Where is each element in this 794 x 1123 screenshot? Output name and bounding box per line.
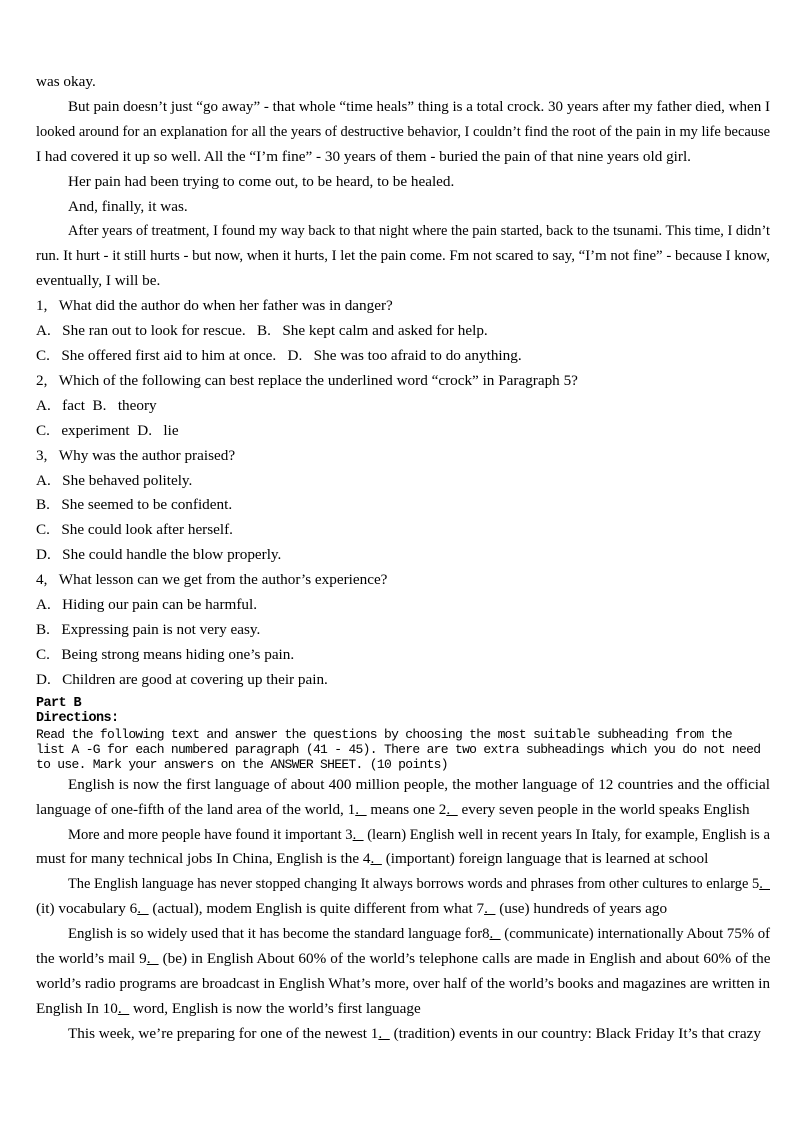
text-line-content: world’s radio programs are broadcast in English What’s more, over half of the world’s books and magazines are written in [36, 974, 770, 992]
text-line-content: And, finally, it was. [68, 197, 188, 215]
text-line [36, 696, 770, 712]
text-line [36, 947, 770, 972]
text-line-content: B. She seemed to be confident. [36, 496, 233, 514]
text-line [36, 742, 770, 757]
text-line-content: But pain doesn’t just “go away” - that whole “time heals” thing is a total crock. 30 years after my father died, when I [68, 97, 770, 115]
text-line-content: C. She offered first aid to him at once. D. She was too afraid to do anything. [36, 346, 522, 364]
text-line [36, 872, 770, 897]
text-line-content: A. She ran out to look for rescue. B. She kept calm and asked for help. [36, 322, 488, 340]
fill-in-blank: . [489, 925, 501, 943]
text-line [36, 269, 770, 294]
text-line [36, 344, 770, 369]
text-line [36, 711, 770, 727]
text-line-content: D. She could handle the blow properly. [36, 546, 282, 564]
text-line-content: This week, we’re preparing for one of the newest 1. (tradition) events in our country: Black Friday It’s that crazy [68, 1024, 761, 1042]
text-line [36, 823, 770, 848]
fill-in-blank: . [117, 999, 130, 1017]
text-line [36, 543, 770, 568]
text-line-content: After years of treatment, I found my way back to that night where the pain started, back to the tsunami. This time, I didn’t [68, 222, 770, 240]
text-line [36, 643, 770, 668]
text-line-content: The English language has never stopped changing It always borrows words and phrases from other cultures to enlarge 5. [68, 875, 770, 893]
text-line [36, 493, 770, 518]
text-line-content: C. Being strong means hiding one’s pain. [36, 645, 295, 663]
text-line-content: the world’s mail 9. (be) in English About 60% of the world’s telephone calls are made in English and about 60% of the [36, 950, 771, 968]
text-line [36, 922, 770, 947]
text-line-content: I had covered it up so well. All the “I’m fine” - 30 years of them - buried the pain of that nine years old girl. [36, 147, 691, 165]
text-line-content: B. Expressing pain is not very easy. [36, 620, 261, 638]
text-line-content: language of one-fifth of the land area of the world, 1. means one 2. every seven people in the world speaks English [36, 800, 750, 818]
fill-in-blank: . [352, 825, 364, 843]
text-line-content: must for many technical jobs In China, English is the 4. (important) foreign language that is learned at school [36, 850, 709, 868]
text-line-content: 3, Why was the author praised? [36, 446, 236, 464]
text-line-content: English In 10. word, English is now the world’s first language [36, 999, 421, 1017]
text-line-content: 2, Which of the following can best replace the underlined word “crock” in Paragraph 5? [36, 371, 578, 389]
text-line [36, 70, 770, 95]
text-line [36, 120, 770, 145]
text-line-content: Directions: [36, 711, 119, 727]
text-line [36, 369, 770, 394]
text-line [36, 419, 770, 444]
text-line-content: list A -G for each numbered paragraph (41 - 45). There are two extra subheadings which you do not need [36, 742, 761, 758]
text-line-content: 4, What lesson can we get from the author’s experience? [36, 571, 388, 589]
text-line-content: A. fact B. theory [36, 396, 157, 414]
text-line [36, 394, 770, 419]
text-line [36, 170, 770, 195]
document-body [36, 70, 770, 1047]
fill-in-blank: . [446, 800, 458, 818]
text-line [36, 219, 770, 244]
text-line [36, 668, 770, 693]
text-line [36, 773, 770, 798]
fill-in-blank: . [137, 900, 149, 918]
text-line [36, 798, 770, 823]
fill-in-blank: . [146, 950, 159, 968]
text-line [36, 618, 770, 643]
text-line [36, 244, 770, 269]
text-line-content: eventually, I will be. [36, 272, 161, 290]
text-line-content: D. Children are good at covering up their pain. [36, 670, 328, 688]
text-line-content: Part B [36, 695, 82, 711]
text-line [36, 757, 770, 772]
text-line-content: C. She could look after herself. [36, 521, 233, 539]
text-line-content: C. experiment D. lie [36, 421, 179, 439]
text-line [36, 568, 770, 593]
text-line-content: Read the following text and answer the questions by choosing the most suitable subheading from the [36, 726, 732, 742]
text-line-content: looked around for an explanation for all the years of destructive behavior, I couldn’t find the root of the pain in my life because [36, 122, 770, 140]
text-line-content: A. Hiding our pain can be harmful. [36, 596, 258, 614]
text-line [36, 847, 770, 872]
text-line [36, 319, 770, 344]
text-line [36, 972, 770, 997]
fill-in-blank: . [355, 800, 367, 818]
text-line [36, 444, 770, 469]
fill-in-blank: . [484, 900, 496, 918]
text-line-content: run. It hurt - it still hurts - but now, when it hurts, I let the pain come. Fm not scared to say, “I’m not fine” - because I know, [36, 247, 770, 265]
text-line-content: A. She behaved politely. [36, 471, 193, 489]
text-line [36, 1022, 770, 1047]
text-line [36, 294, 770, 319]
text-line-content: Her pain had been trying to come out, to be heard, to be healed. [68, 172, 455, 190]
text-line [36, 195, 770, 220]
text-line [36, 593, 770, 618]
text-line-content: More and more people have found it important 3. (learn) English well in recent years In Italy, for example, English is a [68, 825, 770, 843]
text-line [36, 145, 770, 170]
text-line [36, 518, 770, 543]
text-line-content: English is so widely used that it has become the standard language for8. (communicate) internationally About 75% of [68, 925, 770, 943]
fill-in-blank: . [378, 1024, 390, 1042]
text-line [36, 727, 770, 742]
text-line-content: (it) vocabulary 6. (actual), modem English is quite different from what 7. (use) hundreds of years ago [36, 900, 668, 918]
text-line [36, 897, 770, 922]
text-line-content: 1, What did the author do when her father was in danger? [36, 297, 393, 315]
text-line [36, 95, 770, 120]
text-line [36, 469, 770, 494]
fill-in-blank: . [370, 850, 382, 868]
text-line-content: was okay. [36, 73, 96, 90]
text-line [36, 997, 770, 1022]
fill-in-blank: . [759, 875, 770, 893]
text-line-content: English is now the first language of about 400 million people, the mother language of 12 countries and the official [68, 775, 770, 793]
text-line-content: to use. Mark your answers on the ANSWER SHEET. (10 points) [36, 757, 448, 773]
